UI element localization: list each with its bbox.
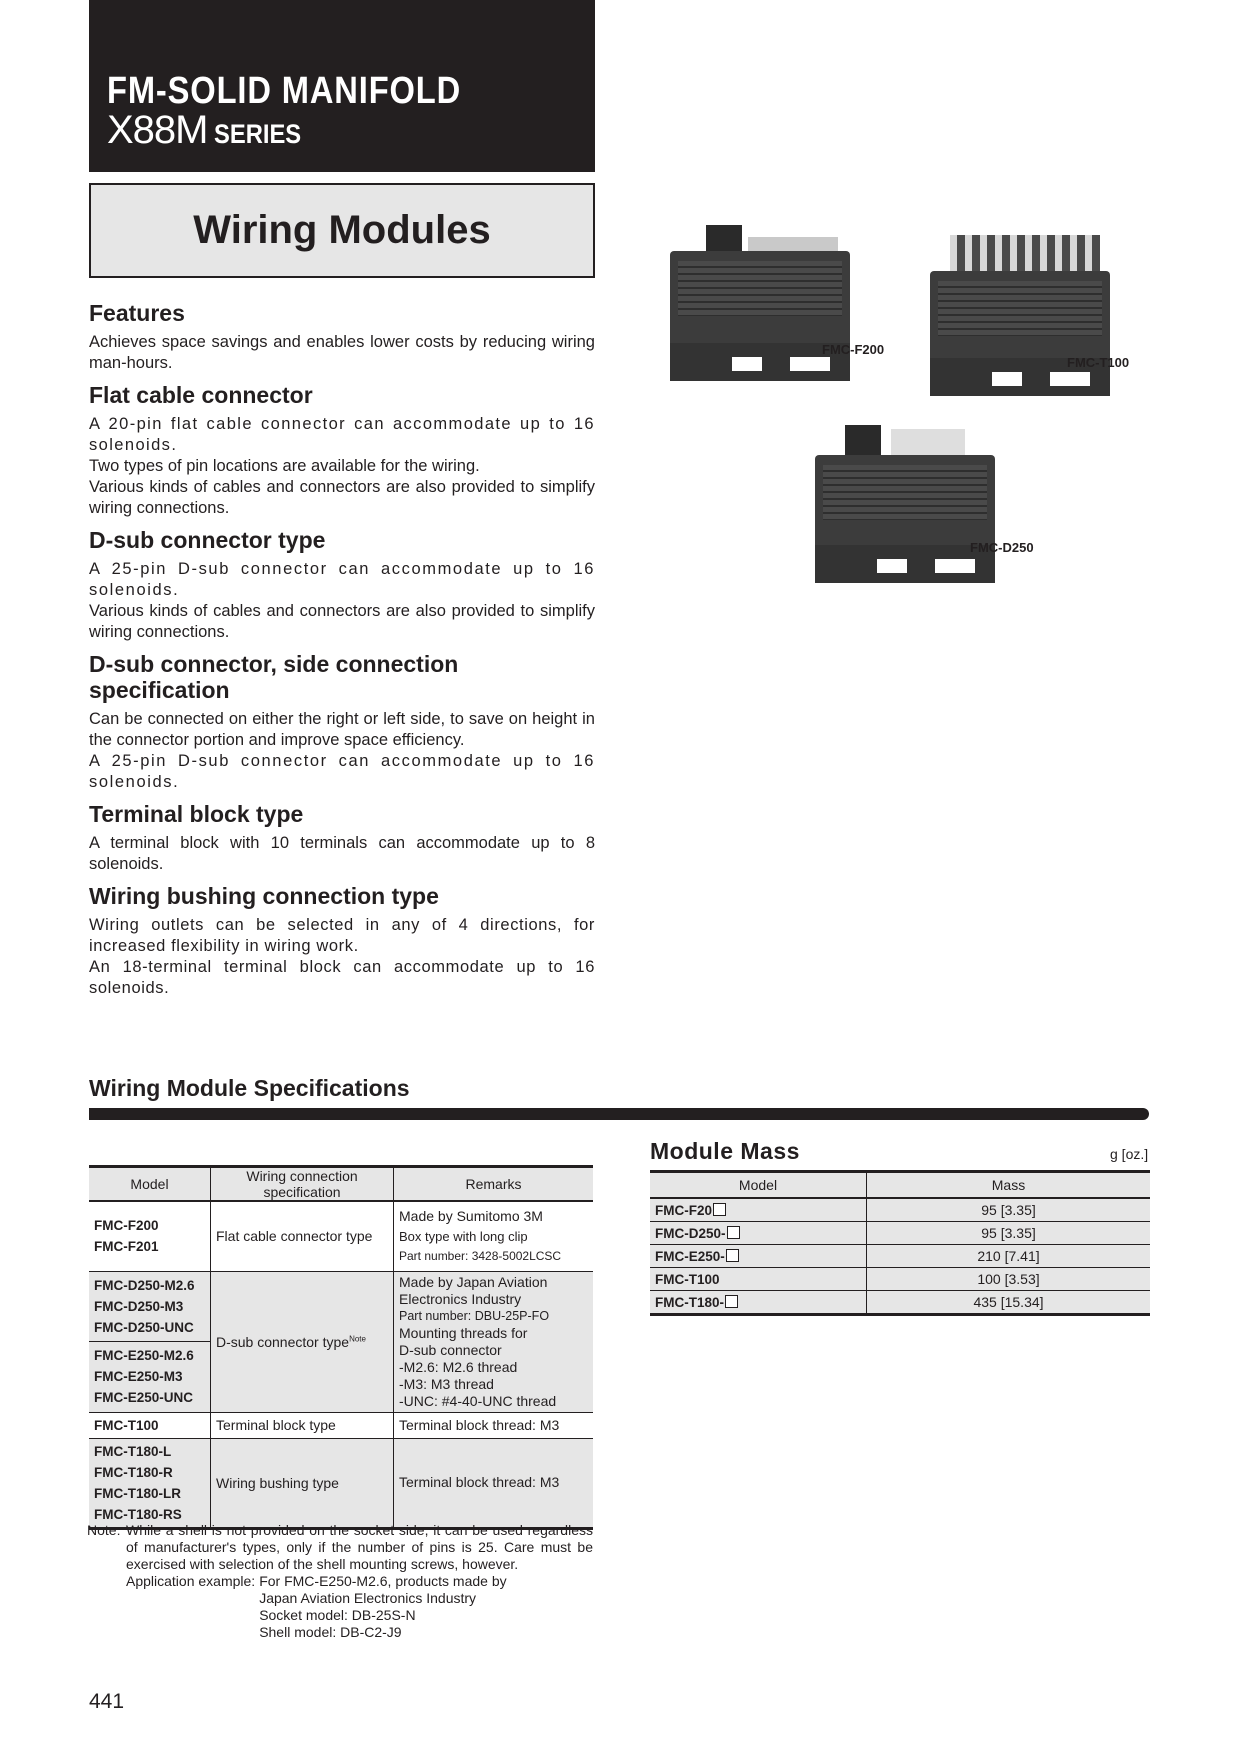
- feature-text: Wiring outlets can be selected in any of 4 directions, for increased flexibility in wiring work.: [89, 916, 595, 955]
- model-name: FMC-E250-M2.6: [94, 1348, 194, 1363]
- product-image-fmc-t100: [930, 235, 1120, 395]
- feature-text: Various kinds of cables and connectors are also provided to simplify wiring connections.: [89, 602, 595, 641]
- remark-line: Box type with long clip: [399, 1228, 528, 1244]
- table-row: [89, 1412, 593, 1438]
- series-name: X88M: [107, 108, 208, 152]
- application-line: Socket model: DB-25S-N: [259, 1607, 416, 1623]
- feature-text: Achieves space savings and enables lower costs by reducing wiring man-hours.: [89, 333, 595, 372]
- photo-label: FMC-D250: [970, 540, 1034, 555]
- feature-heading: Flat cable connector: [89, 382, 313, 408]
- model-name: FMC-E250-: [655, 1248, 725, 1264]
- feature-block: [89, 300, 595, 374]
- remark-line: -M2.6: M2.6 thread: [399, 1358, 518, 1375]
- variant-box-icon: [727, 1226, 740, 1239]
- table-row: [89, 1271, 593, 1412]
- product-image-fmc-f200: [670, 225, 860, 385]
- photo-label: FMC-T100: [1067, 355, 1130, 370]
- remark-line: -UNC: #4-40-UNC thread: [399, 1392, 557, 1409]
- series-header-band: [89, 0, 595, 172]
- page-number: 441: [89, 1690, 125, 1713]
- model-cell: [89, 1271, 211, 1412]
- table-row: [89, 1201, 593, 1271]
- spec-section-heading: Wiring Module Specifications: [89, 1075, 410, 1101]
- model-cell: [650, 1245, 867, 1268]
- column-header: Model: [89, 1167, 211, 1202]
- model-name: FMC-D250-UNC: [94, 1320, 194, 1335]
- mass-cell: 95 [3.35]: [867, 1198, 1151, 1222]
- feature-heading: Wiring bushing connection type: [89, 883, 439, 909]
- feature-text: Can be connected on either the right or left side, to save on height in the connector portion and improve space efficiency.: [89, 710, 595, 749]
- feature-heading: Terminal block type: [89, 801, 304, 827]
- feature-heading: D-sub connector, side connection specification: [89, 651, 459, 703]
- model-name: FMC-F201: [94, 1239, 159, 1255]
- feature-text: A terminal block with 10 terminals can accommodate up to 8 solenoids.: [89, 834, 595, 873]
- remarks-cell: Terminal block thread: M3: [394, 1412, 594, 1438]
- application-line: Japan Aviation Electronics Industry: [259, 1590, 477, 1606]
- column-header: Wiring connection specification: [211, 1167, 394, 1202]
- table-row: [650, 1245, 1150, 1268]
- feature-text: A 25-pin D-sub connector can accommodate up to 16 solenoids.: [89, 752, 595, 791]
- note-label: Note:: [87, 1522, 121, 1538]
- note-text: While a shell is not provided on the socket side, it can be used regardless of manufacturer's types, only if the number of pins is 25. Care must be exercised with selection of the shell mounting screws, however.: [126, 1522, 593, 1572]
- spec-cell: Flat cable connector type: [211, 1201, 394, 1271]
- application-label: Application example:: [126, 1573, 256, 1589]
- model-name: FMC-E250-UNC: [94, 1390, 194, 1405]
- remarks-cell: [394, 1271, 594, 1412]
- model-cell: [89, 1438, 211, 1528]
- variant-box-icon: [726, 1249, 739, 1262]
- model-name: FMC-F200: [94, 1218, 159, 1234]
- table-row: [650, 1222, 1150, 1245]
- spec-cell: [211, 1271, 394, 1412]
- mass-cell: 435 [15.34]: [867, 1291, 1151, 1315]
- wiring-module-spec-table: [89, 1165, 593, 1530]
- feature-heading: D-sub connector type: [89, 527, 326, 553]
- feature-block: [89, 382, 595, 519]
- column-header: Mass: [867, 1172, 1151, 1199]
- feature-text: A 20-pin flat cable connector can accommodate up to 16 solenoids.: [89, 415, 595, 454]
- table-row: [650, 1268, 1150, 1291]
- remark-line: Part number: 3428-5002LCSC: [399, 1248, 562, 1263]
- variant-box-icon: [725, 1295, 738, 1308]
- model-name: FMC-E250-M3: [94, 1369, 183, 1384]
- note-marker: Note: [349, 1333, 366, 1343]
- feature-text: An 18-terminal terminal block can accommodate up to 16 solenoids.: [89, 958, 595, 997]
- features-section: [89, 300, 595, 1007]
- model-name: FMC-T180-LR: [94, 1485, 181, 1501]
- photo-label: FMC-F200: [822, 342, 885, 357]
- remark-line: Made by Sumitomo 3M: [399, 1207, 543, 1224]
- mass-cell: 100 [3.53]: [867, 1268, 1151, 1291]
- product-line-title: FM-SOLID MANIFOLD: [107, 70, 462, 112]
- variant-box-icon: [713, 1203, 726, 1216]
- model-name: FMC-D250-: [655, 1225, 726, 1241]
- series-title: [107, 108, 313, 153]
- table-row: [650, 1291, 1150, 1315]
- model-cell: [650, 1291, 867, 1315]
- product-image-fmc-d250: [815, 425, 1005, 585]
- table-header-row: [89, 1167, 593, 1202]
- remarks-cell: [394, 1201, 594, 1271]
- application-lines: [259, 1573, 506, 1641]
- application-line: For FMC-E250-M2.6, products made by: [259, 1573, 507, 1589]
- module-mass-table: [650, 1170, 1150, 1316]
- remarks-cell: Terminal block thread: M3: [394, 1438, 594, 1528]
- product-photos: [660, 215, 1160, 575]
- remark-line: D-sub connector: [399, 1341, 502, 1358]
- mass-unit: g [oz.]: [1110, 1146, 1149, 1162]
- model-name: FMC-T180-: [655, 1294, 725, 1310]
- model-name: FMC-T180-L: [94, 1443, 172, 1459]
- remark-line: -M3: M3 thread: [399, 1375, 494, 1392]
- table-header-row: [650, 1172, 1150, 1199]
- page-title-box: [89, 183, 595, 278]
- feature-block: [89, 801, 595, 875]
- page-title: Wiring Modules: [193, 208, 491, 252]
- model-cell: [650, 1198, 867, 1222]
- mass-cell: 210 [7.41]: [867, 1245, 1151, 1268]
- feature-text: A 25-pin D-sub connector can accommodate up to 16 solenoids.: [89, 560, 595, 599]
- application-example: [126, 1573, 593, 1641]
- model-name: FMC-T180-R: [94, 1464, 173, 1480]
- remark-line: Mounting threads for: [399, 1324, 528, 1341]
- application-line: Shell model: DB-C2-J9: [259, 1624, 402, 1640]
- mass-section-heading: Module Mass: [650, 1138, 800, 1164]
- spec-cell: Terminal block type: [211, 1412, 394, 1438]
- mass-cell: 95 [3.35]: [867, 1222, 1151, 1245]
- model-cell: [89, 1201, 211, 1271]
- spec-text: D-sub connector type: [216, 1333, 350, 1350]
- remark-line: Part number: DBU-25P-FO: [399, 1308, 550, 1323]
- column-header: Remarks: [394, 1167, 594, 1202]
- table-row: [89, 1438, 593, 1528]
- model-name: FMC-D250-M3: [94, 1299, 184, 1314]
- model-cell: [650, 1222, 867, 1245]
- section-divider-bar: [89, 1108, 1149, 1120]
- series-word: SERIES: [213, 119, 301, 149]
- table-row: [650, 1198, 1150, 1222]
- remark-line: Made by Japan Aviation: [399, 1273, 548, 1290]
- feature-heading: Features: [89, 300, 185, 326]
- model-cell: [650, 1268, 867, 1291]
- model-name: FMC-T180-RS: [94, 1506, 182, 1522]
- column-header: Model: [650, 1172, 867, 1199]
- spec-cell: Wiring bushing type: [211, 1438, 394, 1528]
- model-name: FMC-F20: [655, 1202, 712, 1218]
- spec-note: [87, 1522, 593, 1641]
- model-cell: FMC-T100: [89, 1412, 211, 1438]
- feature-block: [89, 883, 595, 999]
- feature-text: Various kinds of cables and connectors are also provided to simplify wiring connections.: [89, 478, 595, 517]
- model-name: FMC-D250-M2.6: [94, 1278, 195, 1293]
- model-name: FMC-T100: [655, 1271, 720, 1287]
- feature-text: Two types of pin locations are available for the wiring.: [89, 457, 480, 475]
- remark-line: Electronics Industry: [399, 1290, 522, 1307]
- feature-block: [89, 527, 595, 643]
- feature-block: [89, 651, 595, 793]
